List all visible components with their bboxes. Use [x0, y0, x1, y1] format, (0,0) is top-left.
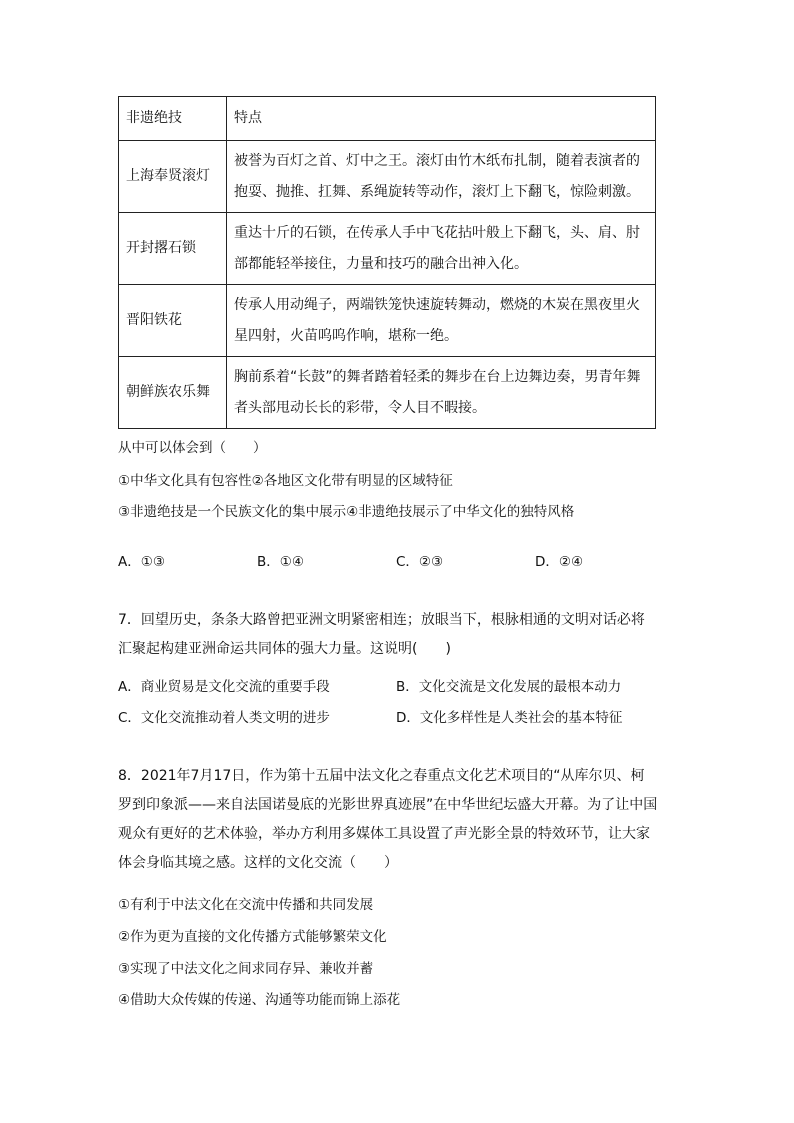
table-row: [119, 285, 656, 357]
q8-item-1: ①有利于中法文化在交流中传播和共同发展: [118, 897, 374, 913]
q6-option-a[interactable]: A．①③: [118, 554, 165, 570]
q7-options-row-1: [0, 675, 794, 695]
q7-option-b[interactable]: B．文化交流是文化发展的最根本动力: [396, 679, 622, 695]
skill-name: 朝鲜族农乐舞: [119, 357, 227, 429]
q6-option-c[interactable]: C．②③: [396, 554, 444, 570]
q8-stem: 8．2021年7月17日，作为第十五届中法文化之春重点文化艺术项目的“从库尔贝、柯罗到印象派——来自法国诺曼底的光影世界真迹展”在中华世纪坛盛大开幕。为了让中国观众有更好的艺术体验，举办方利用多媒体工具设置了声光影全景的特效环节，让大家体会身临其境之感。这样的文化交流（ ）: [118, 768, 658, 871]
skill-feature: 传承人用动绳子，两端铁笼快速旋转舞动，燃烧的木炭在黑夜里火星四射，火苗呜呜作响，堪称一绝。: [227, 285, 656, 357]
table-header-row: [119, 97, 656, 141]
q6-statement-line-2: ③非遗绝技是一个民族文化的集中展示④非遗绝技展示了中华文化的独特风格: [118, 504, 575, 520]
q7-stem: 7．回望历史，条条大路曾把亚洲文明紧密相连；放眼当下，根脉相通的文明对话必将汇聚起构建亚洲命运共同体的强大力量。这说明( ): [118, 612, 645, 657]
skill-name: 晋阳铁花: [119, 285, 227, 357]
q6-options: [0, 550, 794, 570]
skill-feature: 被誉为百灯之首、灯中之王。滚灯由竹木纸布扎制，随着表演者的抱耍、抛推、扛舞、系绳旋转等动作，滚灯上下翻飞，惊险刺激。: [227, 141, 656, 213]
q6-stem: 从中可以体会到（ ）: [118, 440, 267, 456]
q8-item-2: ②作为更为直接的文化传播方式能够繁荣文化: [118, 929, 387, 945]
header-feature: 特点: [227, 97, 656, 141]
skill-name: 开封撂石锁: [119, 213, 227, 285]
skill-feature: 胸前系着“长鼓”的舞者踏着轻柔的舞步在台上边舞边奏，男青年舞者头部甩动长长的彩带，令人目不暇接。: [227, 357, 656, 429]
skill-name: 上海奉贤滚灯: [119, 141, 227, 213]
q6-statement-line-1: ①中华文化具有包容性②各地区文化带有明显的区域特征: [118, 473, 453, 489]
q6-option-d[interactable]: D．②④: [535, 554, 584, 570]
q8-item-3: ③实现了中法文化之间求同存异、兼收并蓄: [118, 961, 374, 977]
q6-option-b[interactable]: B．①④: [257, 554, 304, 570]
q7-option-d[interactable]: D．文化多样性是人类社会的基本特征: [396, 710, 623, 726]
table-row: [119, 141, 656, 213]
header-skill: 非遗绝技: [119, 97, 227, 141]
table-row: [119, 213, 656, 285]
q7-options-row-2: [0, 706, 794, 726]
table-row: [119, 357, 656, 429]
skill-feature: 重达十斤的石锁，在传承人手中飞花拈叶般上下翻飞，头、肩、肘部都能轻举接住，力量和技巧的融合出神入化。: [227, 213, 656, 285]
q7-option-a[interactable]: A．商业贸易是文化交流的重要手段: [118, 679, 330, 695]
q7-option-c[interactable]: C．文化交流推动着人类文明的进步: [118, 710, 330, 726]
q8-item-4: ④借助大众传媒的传递、沟通等功能而锦上添花: [118, 992, 401, 1008]
heritage-table: [118, 96, 656, 429]
